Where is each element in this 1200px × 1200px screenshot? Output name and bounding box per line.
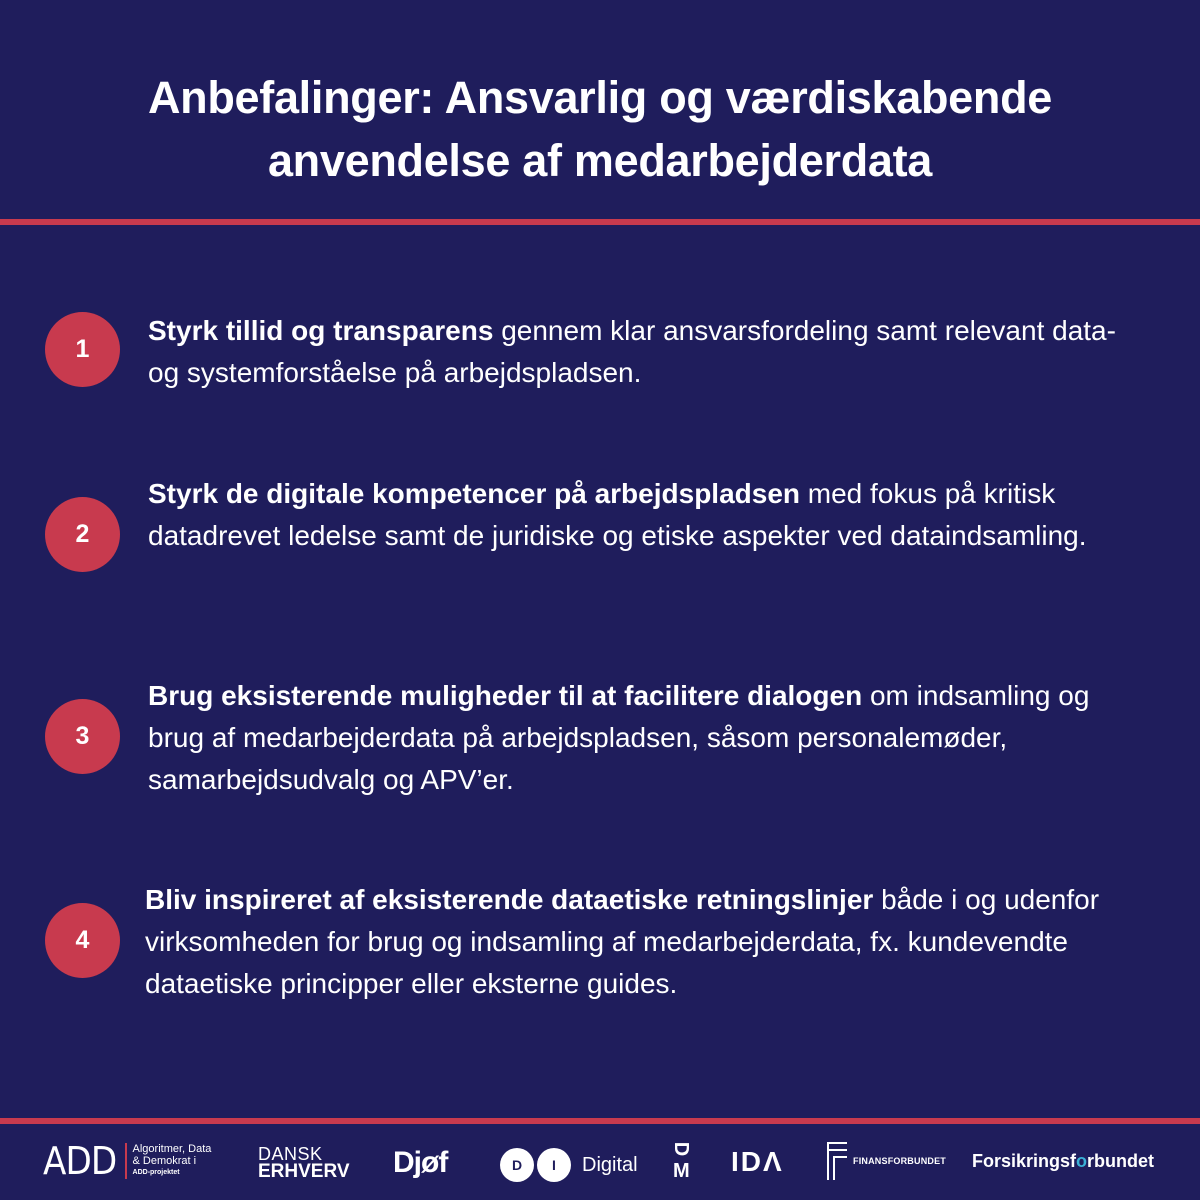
dm-logo: D M xyxy=(670,1141,693,1182)
forsikringsforbundet-logo: Forsikringsforbundet xyxy=(972,1151,1155,1171)
number-badge: 3 xyxy=(45,699,120,774)
di-d-circle-icon: D xyxy=(500,1148,534,1182)
number-badge: 4 xyxy=(45,903,120,978)
title-line-2: anvendelse af medarbejderdata xyxy=(267,135,933,186)
forsikringsforbundet-o-icon: o xyxy=(1076,1151,1088,1171)
recommendation-text xyxy=(145,879,1135,1005)
recommendation-text xyxy=(148,473,1138,557)
add-logo xyxy=(43,1139,212,1183)
finansforbundet-logo: FINANSFORBUNDET xyxy=(825,1142,946,1180)
finansforbundet-mark-icon xyxy=(825,1142,849,1180)
recommendation-heading: Styrk de digitale kompetencer på arbejdspladsen xyxy=(148,478,800,509)
recommendation-text xyxy=(148,310,1138,394)
djof-logo: Djøf xyxy=(393,1146,448,1179)
di-i-circle-icon: I xyxy=(537,1148,571,1182)
title-line-1: Anbefalinger: Ansvarlig og værdiskabende xyxy=(147,72,1053,123)
dansk-erhverv-logo: DANSK ERHVERV xyxy=(258,1144,350,1182)
di-digital-logo: D I Digital xyxy=(500,1148,638,1182)
page-title xyxy=(0,66,1200,192)
add-logo-text: Algoritmer, Data & Demokrat i ADD-projektet xyxy=(132,1143,212,1176)
recommendation-heading: Brug eksisterende muligheder til at facilitere dialogen xyxy=(148,680,863,711)
recommendation-text xyxy=(148,675,1138,801)
number-badge: 1 xyxy=(45,312,120,387)
recommendation-heading: Styrk tillid og transparens xyxy=(148,315,494,346)
top-divider xyxy=(0,219,1200,225)
recommendation-body: med fokus på kritisk datadrevet ledelse samt de juridiske og etiske aspekter ved dataindsamling. xyxy=(148,478,1087,551)
recommendation-body: om indsamling og brug af medarbejderdata på arbejdspladsen, såsom personalemøder, samarbejdsudvalg og APV’er. xyxy=(148,680,1090,795)
add-logo-mark: ADD xyxy=(43,1139,117,1183)
recommendation-body: gennem klar ansvarsfordeling samt relevant data-og systemforståelse på arbejdspladsen. xyxy=(148,315,1116,388)
recommendation-body: både i og udenfor virksomheden for brug og indsamling af medarbejderdata, fx. kundevendte dataetiske principper eller eksterne guides. xyxy=(145,884,1100,999)
ida-logo: IDΛ xyxy=(731,1146,784,1177)
partner-logos xyxy=(0,1124,1200,1200)
recommendation-heading: Bliv inspireret af eksisterende dataetiske retningslinjer xyxy=(145,884,874,915)
number-badge: 2 xyxy=(45,497,120,572)
add-logo-separator xyxy=(125,1143,127,1179)
